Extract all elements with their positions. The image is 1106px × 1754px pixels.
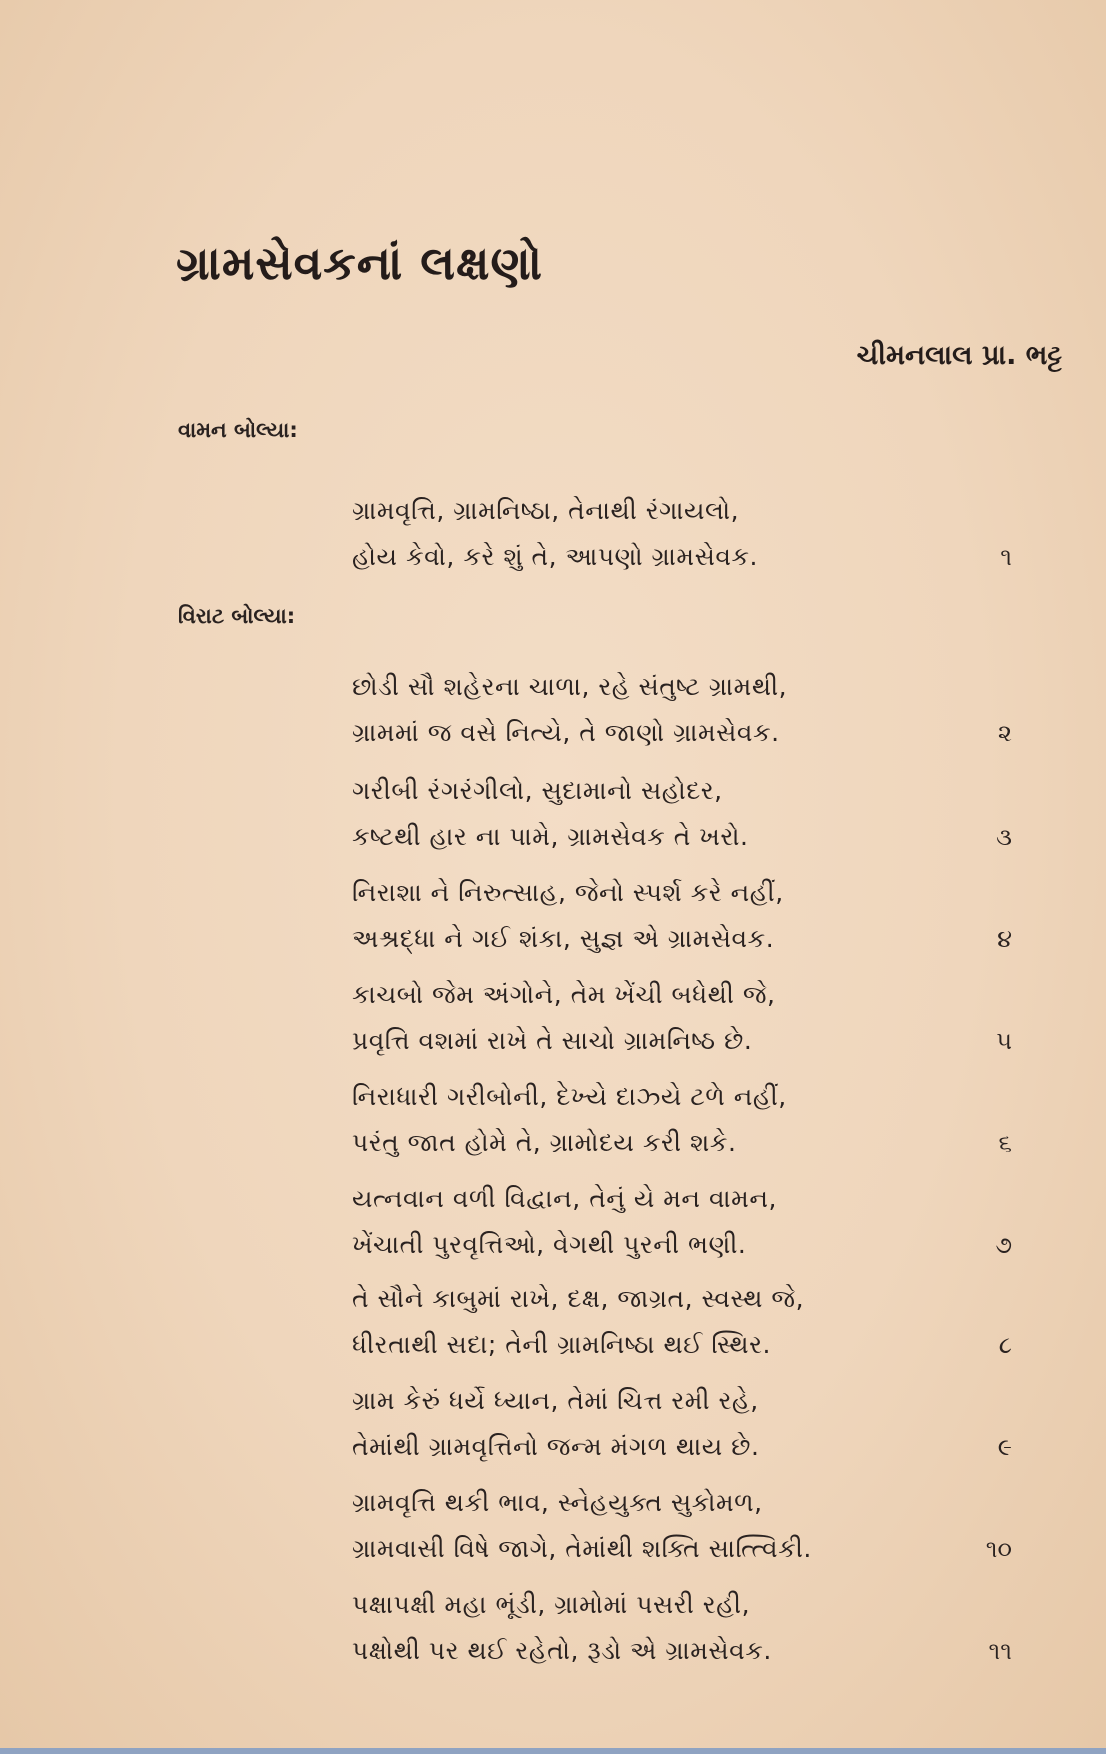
verse-9 [352, 1378, 1052, 1470]
verse-number: ૪ [997, 925, 1012, 953]
verse-line: ધીરતાથી સદા; તેની ગ્રામનિષ્ઠા થઈ સ્થિર. [352, 1330, 771, 1359]
verse-10 [352, 1480, 1052, 1572]
verse-line: ગ્રામવૃત્તિ થકી ભાવ, સ્નેહયુક્ત સુકોમળ, [352, 1488, 763, 1517]
verse-line: અશ્રદ્ધા ને ગઈ શંકા, સુજ્ઞ એ ગ્રામસેવક. [352, 924, 775, 953]
verse-number: ૫ [996, 1027, 1012, 1055]
page-title: ગ્રામસેવકનાં લક્ષણો [176, 236, 544, 290]
verse-line: તેમાંથી ગ્રામવૃત્તિનો જન્મ મંગળ થાય છે. [352, 1432, 760, 1461]
verse-number: ૧ [1000, 543, 1012, 571]
verse-line: ગ્રામ કેરું ધર્યે ધ્યાન, તેમાં ચિત્ત રમી રહે, [352, 1386, 759, 1415]
verse-line: ગ્રામવાસી વિષે જાગે, તેમાંથી શક્તિ સાત્ત્વિકી. [352, 1534, 812, 1563]
verse-2 [352, 664, 1052, 756]
verse-line: તે સૌને કાબુમાં રાખે, દક્ષ, જાગ્રત, સ્વસ્થ જે, [352, 1284, 805, 1313]
verse-line: ગ્રામમાં જ વસે નિત્યે, તે જાણો ગ્રામસેવક. [352, 718, 780, 747]
verse-number: ૨ [997, 719, 1012, 747]
verse-number: ૧૧ [988, 1637, 1012, 1665]
verse-8 [352, 1276, 1052, 1368]
speaker-label-virat: વિરાટ બોલ્યા: [178, 604, 296, 628]
verse-number: ૮ [998, 1331, 1012, 1359]
verse-5 [352, 972, 1052, 1064]
verse-4 [352, 870, 1052, 962]
verse-line: નિરાશા ને નિરુત્સાહ, જેનો સ્પર્શ કરે નહીં, [352, 878, 784, 907]
verse-line: નિરાધારી ગરીબોની, દેખ્યે દાઝ્યે ટળે નહીં, [352, 1082, 787, 1111]
verse-line: પક્ષોથી પર થઈ રહેતો, રૂડો એ ગ્રામસેવક. [352, 1636, 772, 1665]
verse-line: કષ્ટથી હાર ના પામે, ગ્રામસેવક તે ખરો. [352, 822, 749, 851]
verse-line: યત્નવાન વળી વિદ્વાન, તેનું યે મન વામન, [352, 1184, 777, 1213]
verse-3 [352, 768, 1052, 860]
verse-line: પ્રવૃત્તિ વશમાં રાખે તે સાચો ગ્રામનિષ્ઠ છે. [352, 1026, 753, 1055]
verse-line: ગરીબી રંગરંગીલો, સુદામાનો સહોદર, [352, 776, 723, 805]
verse-number: ૬ [998, 1129, 1012, 1157]
verse-number: ૧૦ [985, 1535, 1012, 1563]
verse-11 [352, 1582, 1052, 1674]
verse-line: ગ્રામવૃત્તિ, ગ્રામનિષ્ઠા, તેનાથી રંગાયલો, [352, 496, 740, 525]
verse-6 [352, 1074, 1052, 1166]
verse-line: પક્ષાપક્ષી મહા ભૂંડી, ગ્રામોમાં પસરી રહી, [352, 1590, 751, 1619]
scan-background-strip [0, 1748, 1106, 1754]
verse-line: કાચબો જેમ અંગોને, તેમ ખેંચી બધેથી જે, [352, 980, 776, 1009]
verse-line: છોડી સૌ શહેરના ચાળા, રહે સંતુષ્ટ ગ્રામથી, [352, 672, 788, 701]
verse-line: ખેંચાતી પુરવૃત્તિઓ, વેગથી પુરની ભણી. [352, 1230, 747, 1259]
verse-line: પરંતુ જાત હોમે તે, ગ્રામોદય કરી શકે. [352, 1128, 737, 1157]
verse-7 [352, 1176, 1052, 1268]
verse-1 [352, 488, 1052, 580]
verse-line: હોય કેવો, કરે શું તે, આપણો ગ્રામસેવક. [352, 542, 758, 571]
verse-number: ૩ [996, 823, 1012, 851]
author-name: ચીમનલાલ પ્રા. ભટ્ટ [856, 340, 1062, 371]
speaker-label-vaman: વામન બોલ્યા: [178, 418, 298, 442]
verse-number: ૭ [995, 1231, 1012, 1259]
verse-number: ૯ [997, 1433, 1012, 1461]
